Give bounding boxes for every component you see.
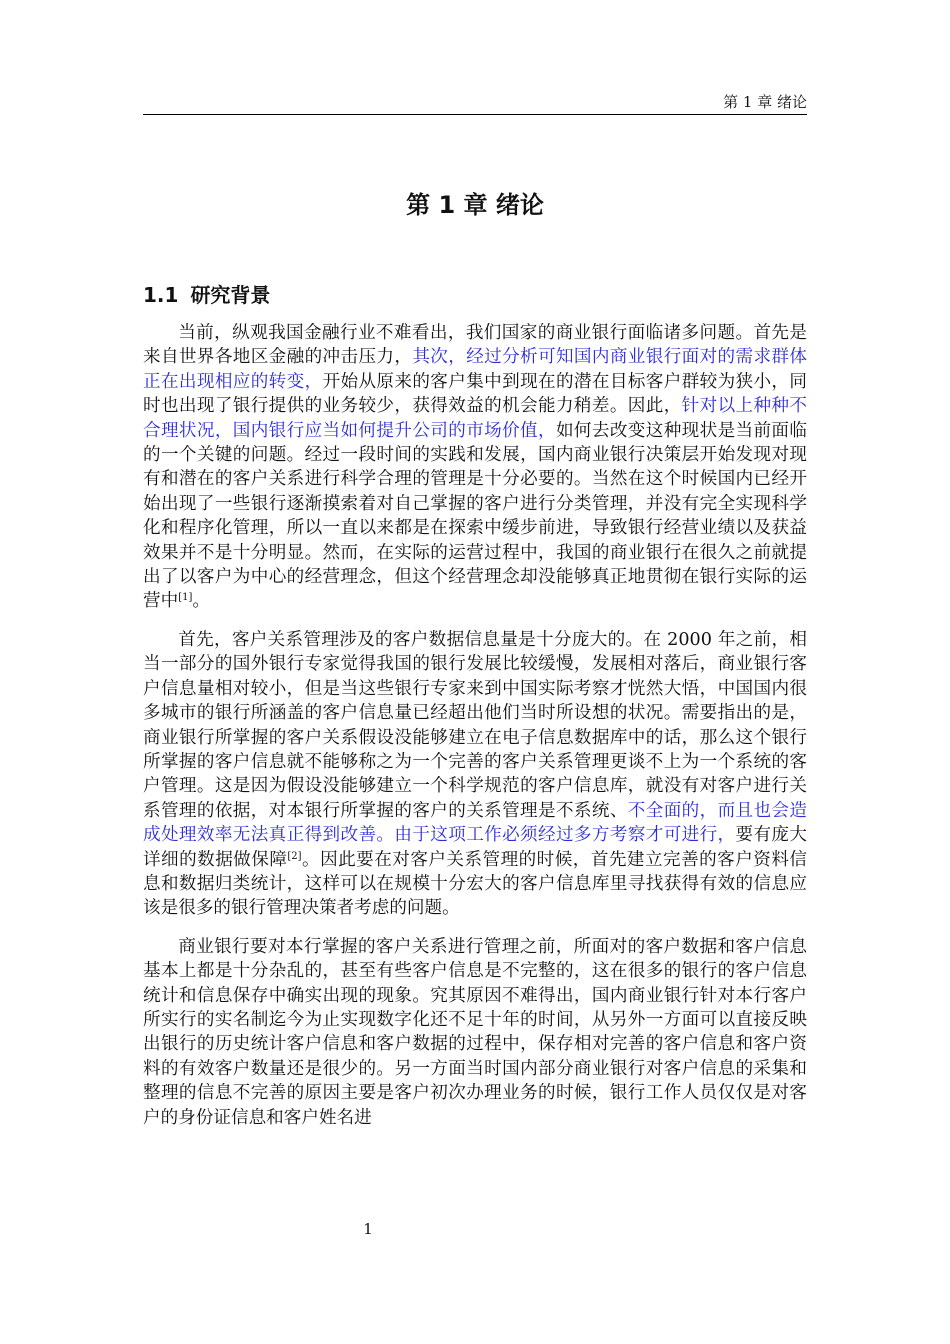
chapter-title: 第 1 章 绪论 <box>406 191 544 219</box>
highlighted-text: 不全面的，而且也会造成处理效率无法真正得到改善。由于这项工作必须经过多方考察才可进行， <box>143 800 807 846</box>
citation-ref: [1] <box>178 592 193 604</box>
text-run: 商业银行要对本行掌握的客户关系进行管理之前，所面对的客户数据和客户信息基本上都是十分杂乱的，甚至有些客户信息是不完整的，这在很多的银行的客户信息统计和信息保存中确实出现的现象。究其原因不难得出，国内商业银行针对本行客户所实行的实名制迄今为止实现数字化还不足十年的时间，从另外一方面可以直接反映出银行的历史统计客户信息和客户数据的过程中，保存相对完善的客户信息和客户资料的有效客户数量还是很少的。另一方面当时国内部分商业银行对客户信息的采集和整理的信息不完善的原因主要是客户初次办理业务的时候，银行工作人员仅仅是对客户的身份证信息和客户姓名进 <box>143 936 807 1128</box>
section-title <box>143 281 807 309</box>
body-text <box>143 321 807 1130</box>
section-heading-text: 研究背景 <box>190 283 271 307</box>
text-run: 开始从原来的客户集中到现在的潜在目标客户群较为狭小，同时也出现了银行提供的业务较少，获得效益的机会能力稍差。因此， <box>143 371 807 417</box>
text-run: 当前，纵观我国金融行业不难看出，我们国家的商业银行面临诸多问题。首先是来自世界各地区金融的冲击压力， <box>143 323 807 368</box>
citation-ref: [2] <box>287 850 302 862</box>
text-run: 如何去改变这种现状是当前面临的一个关键的问题。经过一段时间的实践和发展，国内商业银行决策层开始发现对现有和潜在的客户关系进行科学合理的管理是十分必要的。当然在这个时候国内已经开始出现了一些银行逐渐摸索着对自己掌握的客户进行分类管理，并没有完全实现科学化和程序化管理，所以一直以来都是在探索中缓步前进，导致银行经营业绩以及获益效果并不是十分明显。然而，在实际的运营过程中，我国的商业银行在很久之前就提出了以客户为中心的经营理念，但这个经营理念却没能够真正地贯彻在银行实际的运营中 <box>143 420 807 612</box>
text-run: 。 <box>192 591 210 612</box>
paragraph <box>143 935 807 1130</box>
highlighted-text: 其次，经过分析可知国内商业银行面对的需求群体正在出现相应的转变， <box>143 347 807 392</box>
text-run: 要有庞大详细的数据做保障 <box>143 825 807 870</box>
paragraph <box>143 628 807 921</box>
page-number: 1 <box>363 1220 373 1238</box>
section-number: 1.1 <box>143 283 179 307</box>
text-run: 。因此要在对客户关系管理的时候，首先建立完善的客户资料信息和数据归类统计，这样可以在规模十分宏大的客户信息库里寻找获得有效的信息应该是很多的银行管理决策者考虑的问题。 <box>143 849 807 919</box>
highlighted-text: 针对以上种种不合理状况，国内银行应当如何提升公司的市场价值， <box>143 396 807 441</box>
text-run: 首先，客户关系管理涉及的客户数据信息量是十分庞大的。在 2000 年之前，相当一部分的国外银行专家觉得我国的银行发展比较缓慢，发展相对落后，商业银行客户信息量相对较小，但是当这些银行专家来到中国实际考察才恍然大悟，中国国内很多城市的银行所涵盖的客户信息量已经超出他们当时所设想的状况。需要指出的是，商业银行所掌握的客户关系假设没能够建立在电子信息数据库中的话，那么这个银行所掌握的客户信息就不能够称之为一个完善的客户关系管理更谈不上为一个系统的客户管理。这是因为假设没能够建立一个科学规范的客户信息库，就没有对客户进行关系管理的依据，对本银行所掌握的客户的关系管理是不系统、 <box>143 629 807 821</box>
header-rule <box>143 114 807 115</box>
running-header: 第 1 章 绪论 <box>723 93 807 111</box>
paragraph <box>143 321 807 614</box>
